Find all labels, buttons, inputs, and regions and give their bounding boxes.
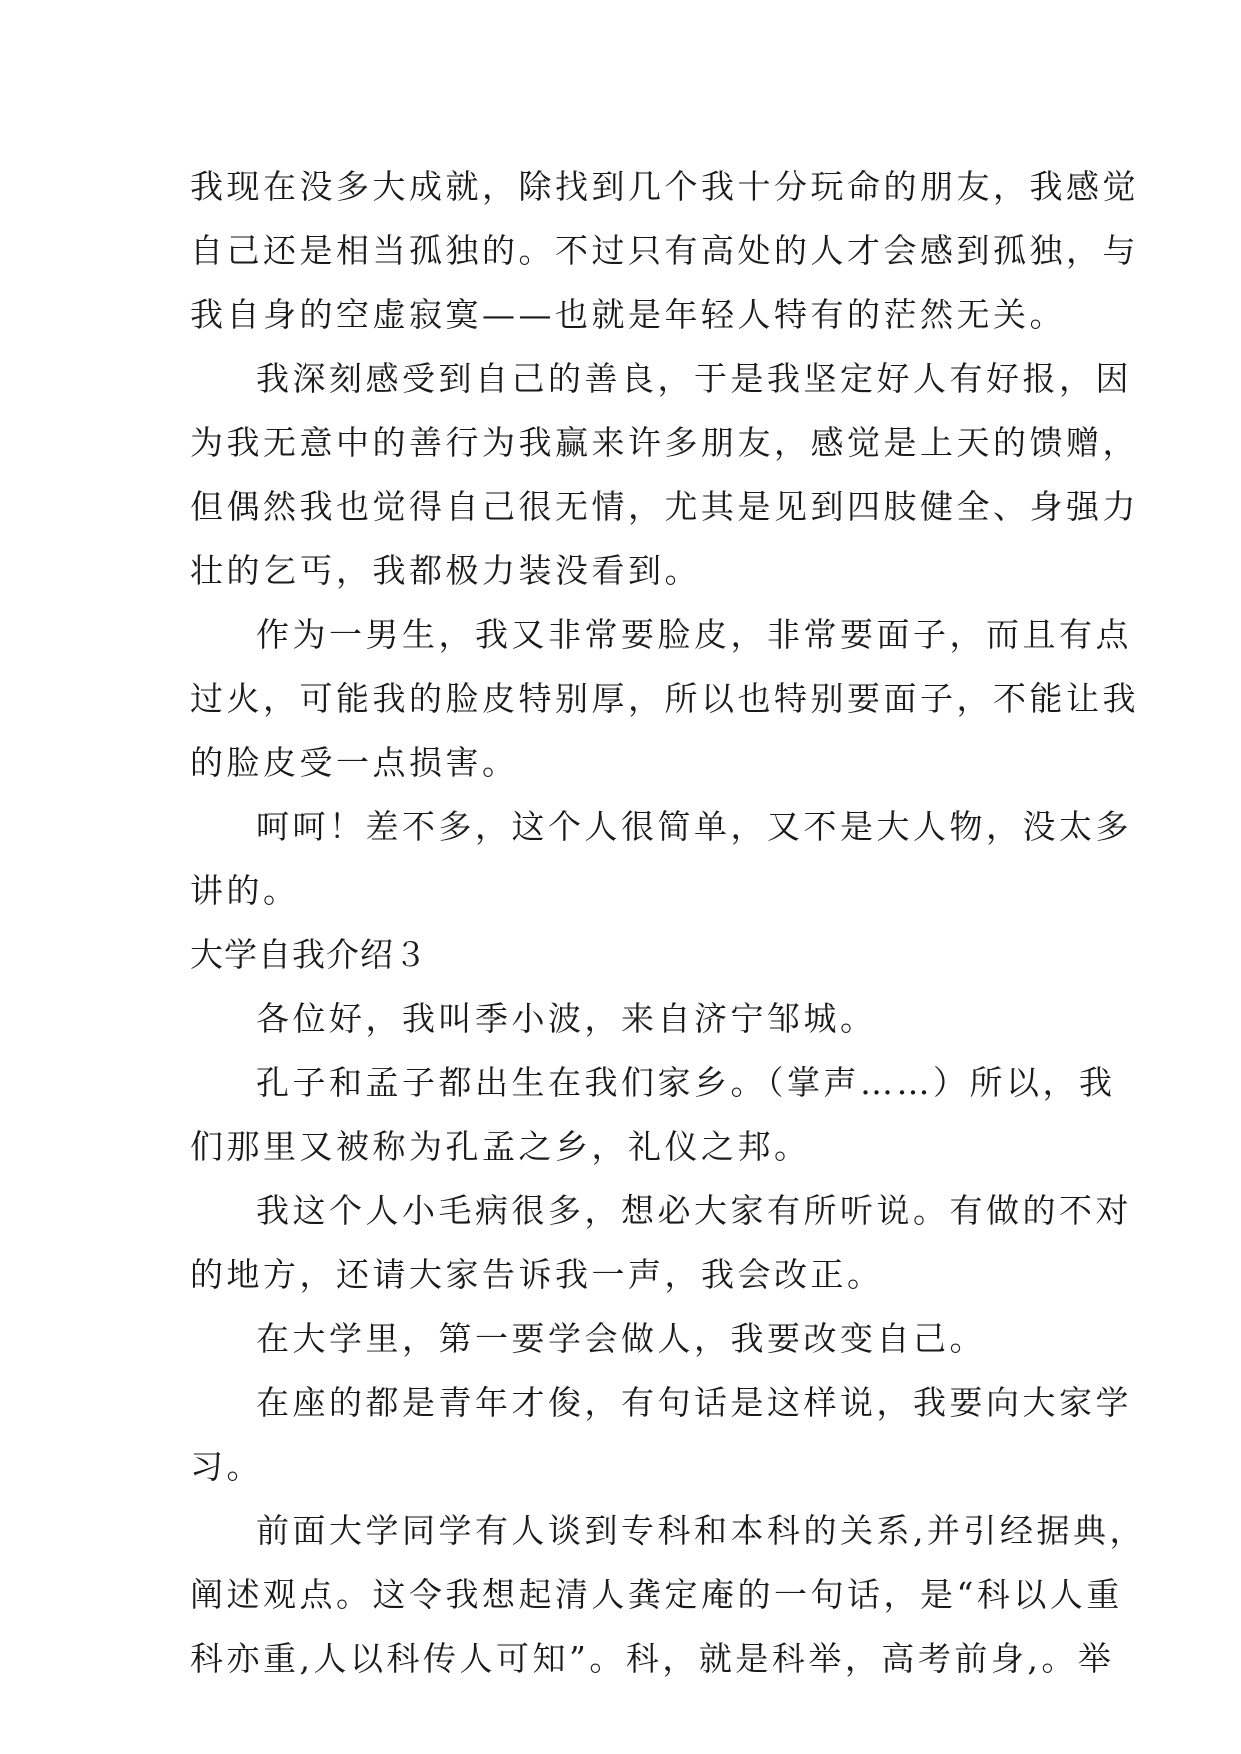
paragraph-start-line: 作为一男生，我又非常要脸皮，非常要面子，而且有点 [256,615,1132,654]
text-line: 过火，可能我的脸皮特别厚，所以也特别要面子，不能让我 [190,679,1139,718]
text-line: 的脸皮受一点损害。 [190,743,519,782]
text-line: 我自身的空虚寂寞——也就是年轻人特有的茫然无关。 [190,295,1066,334]
text-line: 我现在没多大成就，除找到几个我十分玩命的朋友，我感觉 [190,167,1139,206]
text-line: 科亦重,人以科传人可知”。科，就是科举，高考前身,。举 [190,1639,1115,1678]
text-line: 但偶然我也觉得自己很无情，尤其是见到四肢健全、身强力 [190,487,1139,526]
paragraph-start-line: 孔子和孟子都出生在我们家乡。（掌声……）所以，我 [256,1063,1116,1102]
paragraph-start-line: 在座的都是青年才俊，有句话是这样说，我要向大家学 [256,1383,1132,1422]
text-line: 讲的。 [190,871,300,910]
paragraph-start-line: 我这个人小毛病很多，想必大家有所听说。有做的不对 [256,1191,1132,1230]
text-line: 自己还是相当孤独的。不过只有高处的人才会感到孤独，与 [190,231,1139,270]
paragraph-start-line: 前面大学同学有人谈到专科和本科的关系,并引经据典， [256,1511,1146,1550]
text-line: 壮的乞丐，我都极力装没看到。 [190,551,701,590]
paragraph-start-line: 呵呵！差不多，这个人很简单，又不是大人物，没太多 [256,807,1132,846]
paragraph-start-line: 各位好，我叫季小波，来自济宁邹城。 [256,999,877,1038]
paragraph-start-line: 在大学里，第一要学会做人，我要改变自己。 [256,1319,986,1358]
text-line: 们那里又被称为孔孟之乡，礼仪之邦。 [190,1127,811,1166]
paragraph-start-line: 我深刻感受到自己的善良，于是我坚定好人有好报，因 [256,359,1132,398]
text-line: 阐述观点。这令我想起清人龚定庵的一句话，是“科以人重 [190,1575,1123,1614]
text-line: 习。 [190,1447,263,1486]
section-heading: 大学自我介绍３ [190,935,428,974]
text-line: 的地方，还请大家告诉我一声，我会改正。 [190,1255,884,1294]
document-body [190,155,1146,1691]
text-line: 为我无意中的善行为我赢来许多朋友，感觉是上天的馈赠， [190,423,1139,462]
